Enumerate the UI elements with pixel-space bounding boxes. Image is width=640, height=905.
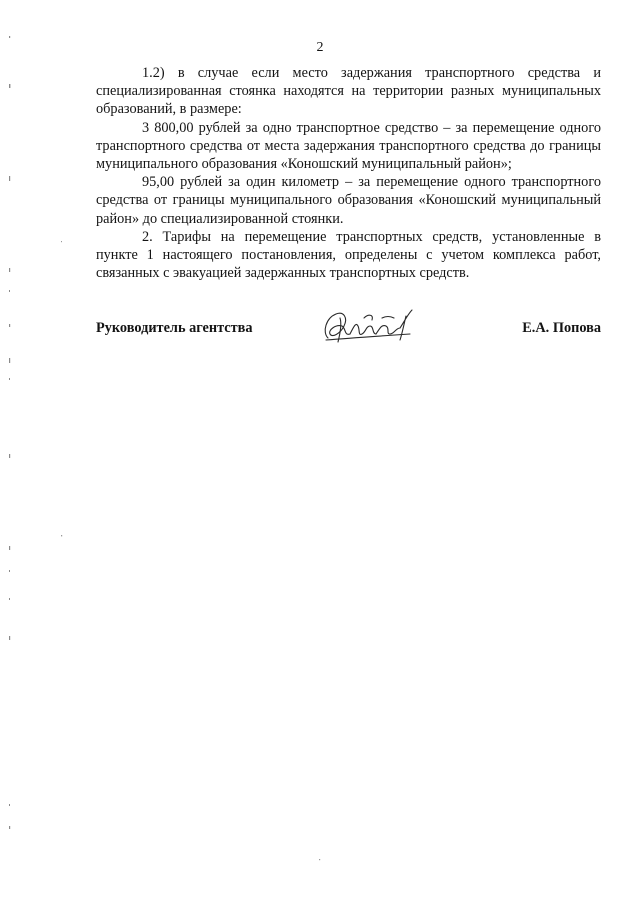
paragraph-2: 2. Тарифы на перемещение транспортных средств, установленные в пункте 1 настоящего постановления, определены с учетом комплекса работ, связанных с эвакуацией задержанных транспортных средств. bbox=[96, 228, 601, 282]
scan-speck bbox=[60, 240, 64, 244]
scan-edge-specks bbox=[0, 0, 20, 905]
paragraph-tariff-per-vehicle: 3 800,00 рублей за одно транспортное средство – за перемещение одного транспортного средства от места задержания транспортного средства до границы муниципального образования «Коношский муниципальный район»; bbox=[96, 119, 601, 173]
paragraph-1-2: 1.2) в случае если место задержания транспортного средства и специализированная стоянка находятся на территории разных муниципальных образований, в размере: bbox=[96, 65, 601, 118]
signature-block bbox=[96, 312, 601, 352]
signatory-position: Руководитель агентства bbox=[96, 320, 253, 336]
scan-speck bbox=[318, 858, 322, 862]
paragraph-tariff-per-km: 95,00 рублей за один километр – за перемещение одного транспортного средства от границы муниципального образования «Коношский муниципальный район» до специализированной стоянки. bbox=[96, 174, 601, 227]
document-body bbox=[96, 64, 601, 282]
scan-speck bbox=[60, 534, 64, 538]
signatory-name: Е.А. Попова bbox=[522, 320, 601, 336]
page-number: 2 bbox=[316, 40, 324, 55]
handwritten-signature bbox=[320, 304, 420, 350]
